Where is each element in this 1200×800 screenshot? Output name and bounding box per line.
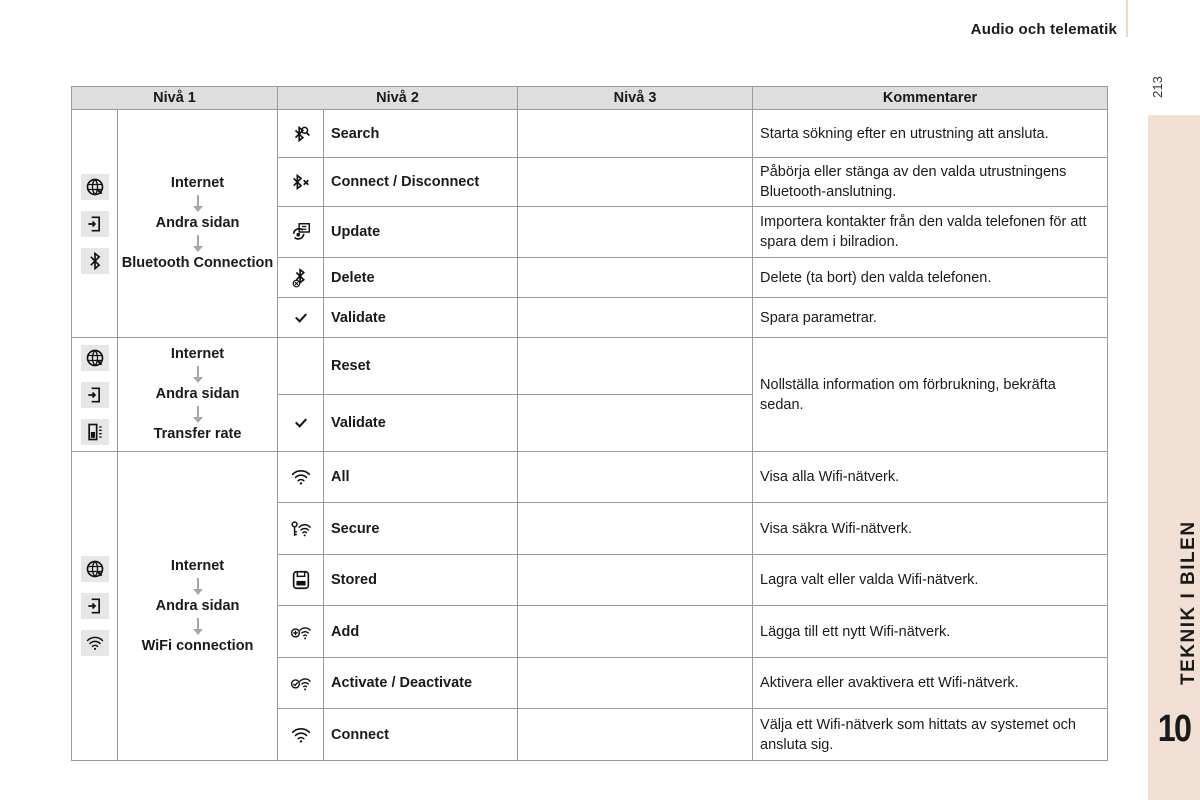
page-arrow-icon (81, 593, 109, 619)
menu-table (71, 86, 1108, 761)
menu-item-label: Connect / Disconnect (324, 158, 518, 207)
level-3-cell (518, 298, 753, 338)
menu-item-label: Reset (324, 338, 518, 395)
comment-cell: Lägga till ett nytt Wifi-nätverk. (753, 606, 1108, 658)
column-header-level-3: Nivå 3 (518, 87, 753, 110)
comment-cell: Välja ett Wifi-nätverk som hittats av systemet och ansluta sig. (753, 709, 1108, 761)
wifi-icon (81, 630, 109, 656)
arrow-down-icon (118, 233, 277, 254)
level-3-cell (518, 158, 753, 207)
level-3-cell (518, 555, 753, 606)
comment-cell: Nollställa information om förbrukning, bekräfta sedan. (753, 338, 1108, 452)
level-3-cell (518, 258, 753, 298)
empty-icon-cell (278, 338, 324, 395)
comment-cell: Starta sökning efter en utrustning att ansluta. (753, 110, 1108, 158)
comment-cell: Importera kontakter från den valda telefonen för att spara dem i bilradion. (753, 207, 1108, 258)
chapter-tab (1148, 115, 1200, 800)
save-icon (278, 555, 324, 606)
comment-cell: Aktivera eller avaktivera ett Wifi-nätverk. (753, 658, 1108, 709)
transfer-rate-icon (81, 419, 109, 445)
menu-item-label: All (324, 452, 518, 503)
bluetooth-icon (81, 248, 109, 274)
globe-icon (81, 556, 109, 582)
level-1-path-cell (118, 452, 278, 761)
arrow-down-icon (118, 404, 277, 425)
level-3-cell (518, 452, 753, 503)
level-3-cell (518, 709, 753, 761)
arrow-down-icon (118, 616, 277, 637)
page-number: 213 (1150, 76, 1165, 98)
path-step: Bluetooth Connection (121, 255, 274, 271)
table-row (72, 110, 1108, 158)
menu-item-label: Secure (324, 503, 518, 555)
table-row (72, 338, 1108, 395)
wifi-key-icon (278, 503, 324, 555)
check-icon (278, 298, 324, 338)
level-1-path-cell (118, 110, 278, 338)
menu-item-label: Search (324, 110, 518, 158)
wifi-icon (278, 709, 324, 761)
bluetooth-x-icon (278, 158, 324, 207)
chapter-tab-label: TEKNIK I BILEN (1178, 520, 1199, 685)
level-3-cell (518, 658, 753, 709)
path-step: Andra sidan (155, 597, 240, 614)
menu-item-label: Delete (324, 258, 518, 298)
comment-cell: Visa säkra Wifi-nätverk. (753, 503, 1108, 555)
level-3-cell (518, 338, 753, 395)
column-header-level-1: Nivå 1 (72, 87, 278, 110)
wifi-add-icon (278, 606, 324, 658)
bluetooth-search-icon (278, 110, 324, 158)
path-step: Andra sidan (155, 215, 240, 231)
path-step: Andra sidan (155, 386, 240, 402)
globe-icon (81, 174, 109, 200)
level-1-icons-cell (72, 338, 118, 452)
level-3-cell (518, 110, 753, 158)
menu-item-label: Connect (324, 709, 518, 761)
table-header-row (72, 87, 1108, 110)
arrow-down-icon (118, 576, 277, 597)
table-row (72, 452, 1108, 503)
level-3-cell (518, 606, 753, 658)
wifi-check-icon (278, 658, 324, 709)
comment-cell: Påbörja eller stänga av den valda utrustningens Bluetooth-anslutning. (753, 158, 1108, 207)
menu-item-label: Validate (324, 395, 518, 452)
level-3-cell (518, 503, 753, 555)
comment-cell: Visa alla Wifi-nätverk. (753, 452, 1108, 503)
level-1-path-cell (118, 338, 278, 452)
bluetooth-delete-icon (278, 258, 324, 298)
path-step: Internet (170, 175, 225, 191)
column-header-level-2: Nivå 2 (278, 87, 518, 110)
menu-item-label: Update (324, 207, 518, 258)
header-divider (1126, 0, 1128, 37)
level-3-cell (518, 207, 753, 258)
comment-cell: Delete (ta bort) den valda telefonen. (753, 258, 1108, 298)
arrow-down-icon (118, 193, 277, 214)
page-arrow-icon (81, 211, 109, 237)
chapter-number: 10 (1157, 708, 1191, 750)
level-1-icons-cell (72, 452, 118, 761)
level-3-cell (518, 395, 753, 452)
contacts-sync-icon (278, 207, 324, 258)
level-1-icons-cell (72, 110, 118, 338)
comment-cell: Lagra valt eller valda Wifi-nätverk. (753, 555, 1108, 606)
path-step: Transfer rate (153, 426, 242, 442)
check-icon (278, 395, 324, 452)
menu-item-label: Add (324, 606, 518, 658)
page-arrow-icon (81, 382, 109, 408)
arrow-down-icon (118, 364, 277, 385)
column-header-comments: Kommentarer (753, 87, 1108, 110)
globe-icon (81, 345, 109, 371)
menu-item-label: Activate / Deactivate (324, 658, 518, 709)
wifi-icon (278, 452, 324, 503)
menu-item-label: Stored (324, 555, 518, 606)
path-step: Internet (170, 346, 225, 362)
comment-cell: Spara parametrar. (753, 298, 1108, 338)
menu-item-label: Validate (324, 298, 518, 338)
section-title: Audio och telematik (970, 21, 1117, 38)
path-step: WiFi connection (141, 637, 254, 654)
path-step: Internet (170, 557, 225, 574)
